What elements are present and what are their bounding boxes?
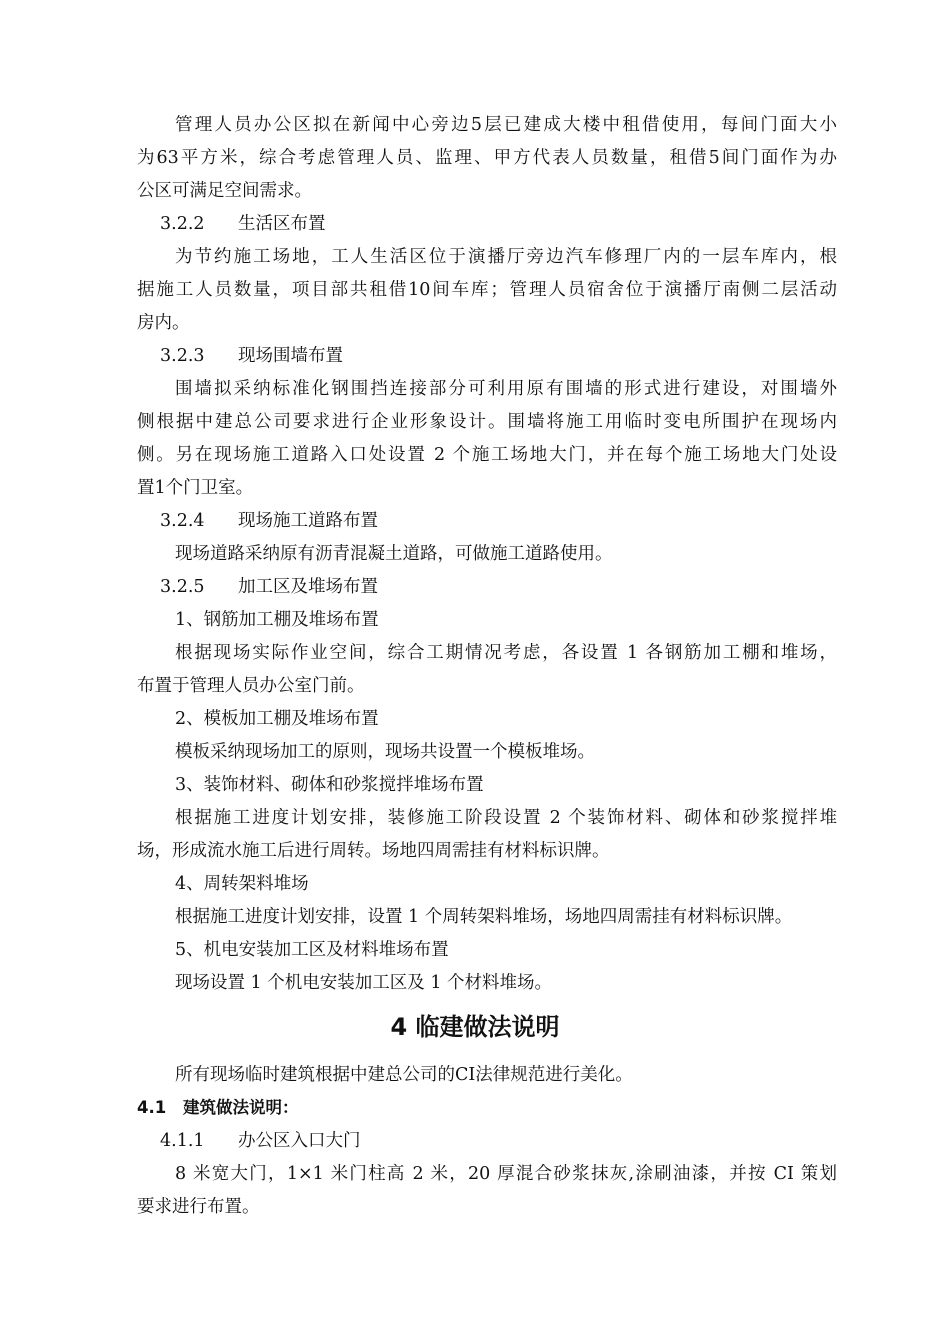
section-heading-4-1-1 <box>160 1130 361 1152</box>
paragraph-ci-line-1: 所有现场临时建筑根据中建总公司的CI法律规范进行美化。 <box>175 1065 633 1085</box>
section-heading-3-2-3 <box>160 345 343 367</box>
paragraph-living-line-1: 为节约施工场地，工人生活区位于演播厅旁边汽车修理厂内的一层车库内，根 <box>175 247 837 267</box>
paragraph-mep-line-1: 现场设置 1 个机电安装加工区及 1 个材料堆场。 <box>175 973 553 993</box>
section-heading-3-2-2 <box>160 213 326 235</box>
paragraph-wall-line-1: 围墙拟采纳标准化钢围挡连接部分可利用原有围墙的形式进行建设，对围墙外 <box>175 379 837 399</box>
paragraph-rebar-line-1: 根据现场实际作业空间，综合工期情况考虑，各设置 1 各钢筋加工棚和堆场， <box>175 643 837 663</box>
section-title: 建筑做法说明： <box>183 1098 299 1117</box>
section-number: 3.2.3 <box>160 346 205 366</box>
section-heading-4-1 <box>137 1097 299 1119</box>
section-number: 4.1.1 <box>160 1131 205 1151</box>
section-number: 3.2.4 <box>160 511 205 531</box>
paragraph-living-line-3: 房内。 <box>137 313 190 333</box>
list-item-3-title: 3、装饰材料、砌体和砂浆搅拌堆场布置 <box>175 775 484 795</box>
paragraph-decor-line-1: 根据施工进度计划安排，装修施工阶段设置 2 个装饰材料、砌体和砂浆搅拌堆 <box>175 808 837 828</box>
section-number: 3.2.2 <box>160 214 205 234</box>
section-number: 3.2.5 <box>160 577 205 597</box>
section-title: 现场围墙布置 <box>238 346 343 366</box>
section-heading-3-2-5 <box>160 576 378 598</box>
section-title: 办公区入口大门 <box>238 1131 361 1151</box>
paragraph-wall-line-2: 侧根据中建总公司要求进行企业形象设计。围墙将施工用临时变电所围护在现场内 <box>137 412 837 432</box>
section-heading-3-2-4 <box>160 510 378 532</box>
paragraph-living-line-2: 据施工人员数量，项目部共租借10间车库；管理人员宿舍位于演播厅南侧二层活动 <box>137 280 837 300</box>
paragraph-office-line-3: 公区可满足空间需求。 <box>137 181 312 201</box>
paragraph-scaffold-line-1: 根据施工进度计划安排，设置 1 个周转架料堆场，场地四周需挂有材料标识牌。 <box>175 907 793 927</box>
paragraph-wall-line-3: 侧。另在现场施工道路入口处设置 2 个施工场地大门，并在每个施工场地大门处设 <box>137 445 837 465</box>
paragraph-formwork-line-1: 模板采纳现场加工的原则，现场共设置一个模板堆场。 <box>175 742 595 762</box>
paragraph-office-line-1: 管理人员办公区拟在新闻中心旁边5层已建成大楼中租借使用，每间门面大小 <box>175 115 837 135</box>
section-title: 加工区及堆场布置 <box>238 577 378 597</box>
paragraph-road-line-1: 现场道路采纳原有沥青混凝土道路，可做施工道路使用。 <box>175 544 613 564</box>
paragraph-office-line-2: 为63平方米，综合考虑管理人员、监理、甲方代表人员数量，租借5间门面作为办 <box>137 148 837 168</box>
chapter-heading-4: 4 临建做法说明 <box>390 1013 560 1041</box>
section-number: 4.1 <box>137 1098 167 1117</box>
list-item-2-title: 2、模板加工棚及堆场布置 <box>175 709 379 729</box>
paragraph-gate-line-2: 要求进行布置。 <box>137 1197 260 1217</box>
section-title: 生活区布置 <box>238 214 326 234</box>
section-title: 现场施工道路布置 <box>238 511 378 531</box>
paragraph-gate-line-1: 8 米宽大门，1×1 米门柱高 2 米，20 厚混合砂浆抹灰,涂刷油漆，并按 CI 策划 <box>175 1164 837 1184</box>
list-item-1-title: 1、钢筋加工棚及堆场布置 <box>175 610 379 630</box>
paragraph-wall-line-4: 置1个门卫室。 <box>137 478 254 498</box>
paragraph-rebar-line-2: 布置于管理人员办公室门前。 <box>137 676 365 696</box>
list-item-5-title: 5、机电安装加工区及材料堆场布置 <box>175 940 449 960</box>
paragraph-decor-line-2: 场，形成流水施工后进行周转。场地四周需挂有材料标识牌。 <box>137 841 610 861</box>
list-item-4-title: 4、周转架料堆场 <box>175 874 309 894</box>
